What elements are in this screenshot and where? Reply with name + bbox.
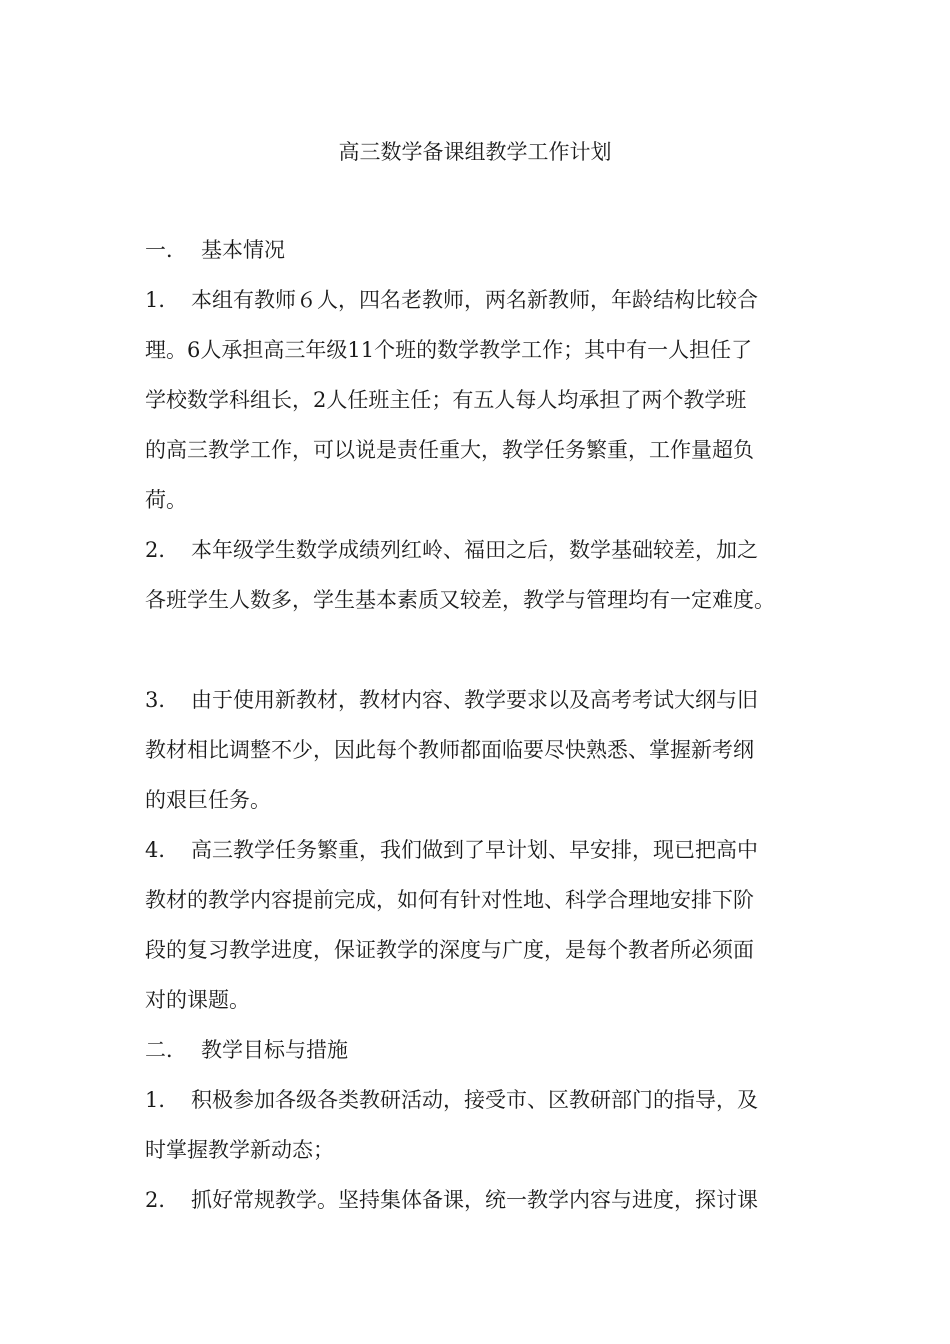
paragraph-text: 各班学生人数多，学生基本素质又较差，教学与管理均有一定难度。: [145, 588, 775, 612]
paragraph-text: 本年级学生数学成绩列红岭、福田之后，数学基础较差，加之: [191, 538, 758, 562]
item-number: 3．: [145, 688, 180, 712]
paragraph-line: [145, 380, 805, 430]
paragraph-text: 的艰巨任务。: [145, 788, 271, 812]
paragraph-text: 积极参加各级各类教研活动，接受市、区教研部门的指导，及: [191, 1088, 758, 1112]
paragraph-line: [145, 830, 805, 880]
paragraph-line: [145, 1180, 805, 1230]
item-number: 4．: [145, 838, 180, 862]
section-heading-goals: [145, 1030, 805, 1080]
item-number: 2．: [145, 538, 180, 562]
document-body: [145, 230, 805, 1230]
paragraph-text: 高三教学任务繁重，我们做到了早计划、早安排，现已把高中: [191, 838, 758, 862]
paragraph-line: [145, 680, 805, 730]
paragraph-text: 时掌握教学新动态；: [145, 1138, 334, 1162]
blank-line: [145, 630, 805, 680]
paragraph-text: 荷。: [145, 488, 187, 512]
paragraph-line: [145, 580, 805, 630]
paragraph-line: [145, 480, 805, 530]
paragraph-line: [145, 980, 805, 1030]
section-heading-basic: [145, 230, 805, 280]
paragraph-text: 段的复习教学进度，保证教学的深度与广度，是每个教者所必须面: [145, 938, 754, 962]
paragraph-text: 教材的教学内容提前完成，如何有针对性地、科学合理地安排下阶: [145, 888, 754, 912]
paragraph-line: [145, 280, 805, 330]
paragraph-line: [145, 330, 805, 380]
paragraph-text: 对的课题。: [145, 988, 250, 1012]
paragraph-text: 抓好常规教学。坚持集体备课，统一教学内容与进度，探讨课: [191, 1188, 758, 1212]
paragraph-text: 本组有教师６人，四名老教师，两名新教师，年龄结构比较合: [191, 288, 758, 312]
section-heading-text: 教学目标与措施: [201, 1038, 348, 1062]
paragraph-text: 学校数学科组长，2人任班主任；有五人每人均承担了两个教学班: [145, 388, 747, 412]
paragraph-text: 教材相比调整不少，因此每个教师都面临要尽快熟悉、掌握新考纲: [145, 738, 754, 762]
paragraph-line: [145, 1080, 805, 1130]
paragraph-line: [145, 930, 805, 980]
paragraph-line: [145, 780, 805, 830]
paragraph-text: 理。6人承担高三年级11个班的数学教学工作；其中有一人担任了: [145, 338, 753, 362]
paragraph-line: [145, 730, 805, 780]
section-number: 一．: [145, 238, 187, 262]
item-number: 2．: [145, 1188, 180, 1212]
section-heading-text: 基本情况: [201, 238, 285, 262]
section-number: 二．: [145, 1038, 187, 1062]
paragraph-text: 的高三教学工作，可以说是责任重大，教学任务繁重，工作量超负: [145, 438, 754, 462]
item-number: 1．: [145, 1088, 180, 1112]
paragraph-line: [145, 880, 805, 930]
paragraph-line: [145, 1130, 805, 1180]
item-number: 1．: [145, 288, 180, 312]
paragraph-text: 由于使用新教材，教材内容、教学要求以及高考考试大纲与旧: [191, 688, 758, 712]
paragraph-line: [145, 530, 805, 580]
paragraph-line: [145, 430, 805, 480]
document-title: 高三数学备课组教学工作计划: [338, 140, 612, 164]
